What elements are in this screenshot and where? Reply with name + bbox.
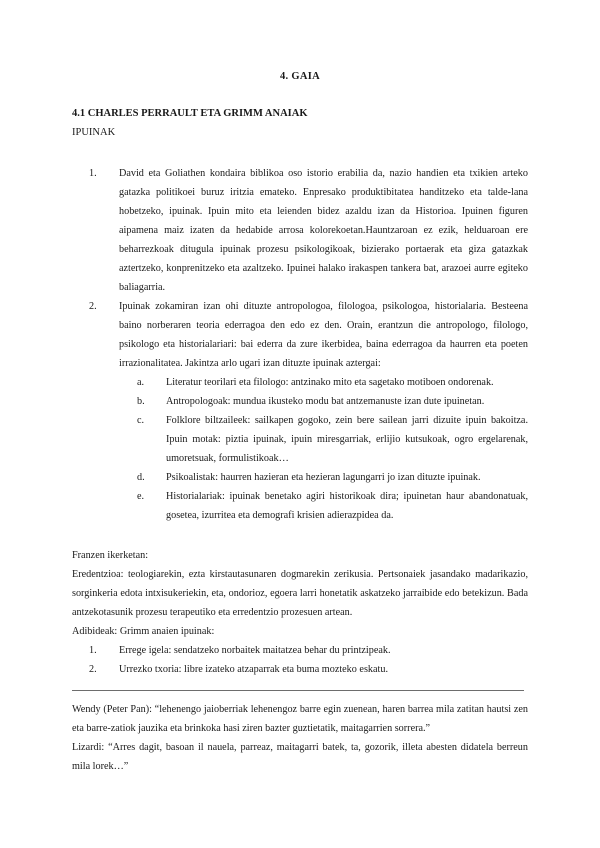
adibideak-heading: Adibideak: Grimm anaien ipuinak: [72,626,215,637]
list-letter: c. [137,415,145,426]
sub-list-item [119,373,528,392]
example-item [72,660,528,679]
example-text: Errege igela: sendatzeko norbaitek maitatzea behar du printzipeak. [119,645,391,656]
quote-lizardi: Lizardi: “Arres dagit, basoan il nauela, parreaz, maitagarri batek, ta, gozorik, illeta abesten didatela berreun mila lorek…” [72,742,528,772]
example-text: Urrezko txoria: libre izateko atzaparrak eta buma mozteko eskatu. [119,664,388,675]
chapter-title: 4. GAIA [279,71,321,82]
list-number: 1. [89,645,97,656]
sub-list-item [119,468,528,487]
section-title: 4.1 CHARLES PERRAULT ETA GRIMM ANAIAK [72,108,308,119]
list-number: 2. [89,301,97,312]
list-letter: d. [137,472,145,483]
sub-item-text: Psikoalistak: haurren hazieran eta hezieran lagungarri jo izan dituzte ipuinak. [166,472,481,483]
sub-list-item [119,392,528,411]
list-number: 2. [89,664,97,675]
main-list-item [72,297,528,525]
sub-item-text: Folklore biltzaileek: sailkapen gogoko, zein bere sailean jarri dizuite ipuin bakoitza. Ipuin motak: piztia ipuinak, ipuin miresgarriak, erlijio kutsukoak, ogro ergelarenak, umoretsuak, formulistikoak… [166,415,528,464]
quote-wendy: Wendy (Peter Pan): “lehenengo jaioberriak lehenengoz barre egin zuenean, haren barrea mila zatitan hautsi zen eta barre-zatiok jauzika eta brinkoka hasi ziren bazter guztietatik, maitagarrien sorrera.” [72,704,528,734]
list-item-text: Ipuinak zokamiran izan ohi dituzte antropologoa, filologoa, psikologoa, historialaria. Besteena baino norberaren teoria ederragoa den edo ez den. Orain, erantzun die antropologo, filologo, psikologo eta historialariari: bai ederra da zure ikerbidea, baina ederragoa da haurren eta poeten irrazionalitatea. Jakintza arlo ugari izan dituzte ipuinak aztergai: [119,301,528,369]
sub-item-text: Literatur teorilari eta filologo: antzinako mito eta sagetako motiboen ondorenak. [166,377,494,388]
franzen-heading: Franzen ikerketan: [72,550,149,561]
main-list-item [72,164,528,297]
example-item [72,641,528,660]
sub-list-item [119,487,528,525]
sub-list [119,373,528,525]
examples-list [72,641,528,679]
subsection-title: IPUINAK [72,127,116,138]
horizontal-divider [72,690,524,691]
list-number: 1. [89,168,97,179]
franzen-text: Eredentzioa: teologiarekin, ezta kirstautasunaren dogmarekin zerikusia. Pertsonaiek jasandako madarikazio, sorginkeria edota intxisukeriekin, eta, ondorioz, egoera larri honetatik askatzeko jarraibide edo betekizun. Bada antzekotasunik prozesu terapeutiko eta erredentzio prozesuen artean. [72,569,528,618]
franzen-block [72,546,528,679]
sub-item-text: Antropologoak: mundua ikusteko modu bat antzemanuste izan dute ipuinetan. [166,396,485,407]
list-letter: a. [137,377,145,388]
list-item-text: David eta Goliathen kondaira biblikoa oso istorio erabilia da, nazio handien eta txikien arteko gatazka politikoei buruz iritzia emateko. Enpresako produktibitatea handitzeko eta talde-lana hobetzeko, ipuinak. Ipuin mito eta leienden bidez azaldu izan da Historioa. Ipuinen figuren aipamena maiz izaten da hedabide arrosa kolorekoetan.Hauntzaroan ez ezik, helduaroan ere beharrezkoak ditugula ipuinak prozesu psikologikoak, bizierako portaerak eta giza gatazkak aztertzeko, konprenitzeko eta azaltzeko. Ipuinei halako irakaspen tankera bat, arazoei aurre egiteko baliagarria. [119,168,528,293]
sub-list-item [119,411,528,468]
list-letter: e. [137,491,145,502]
quotes-block [72,700,528,776]
list-letter: b. [137,396,145,407]
sub-item-text: Historialariak: ipuinak benetako agiri historikoak dira; ipuinetan haur abandonatuak, gosetea, izurritea eta demografi krisien adierazpidea da. [166,491,528,521]
main-list [72,164,528,525]
